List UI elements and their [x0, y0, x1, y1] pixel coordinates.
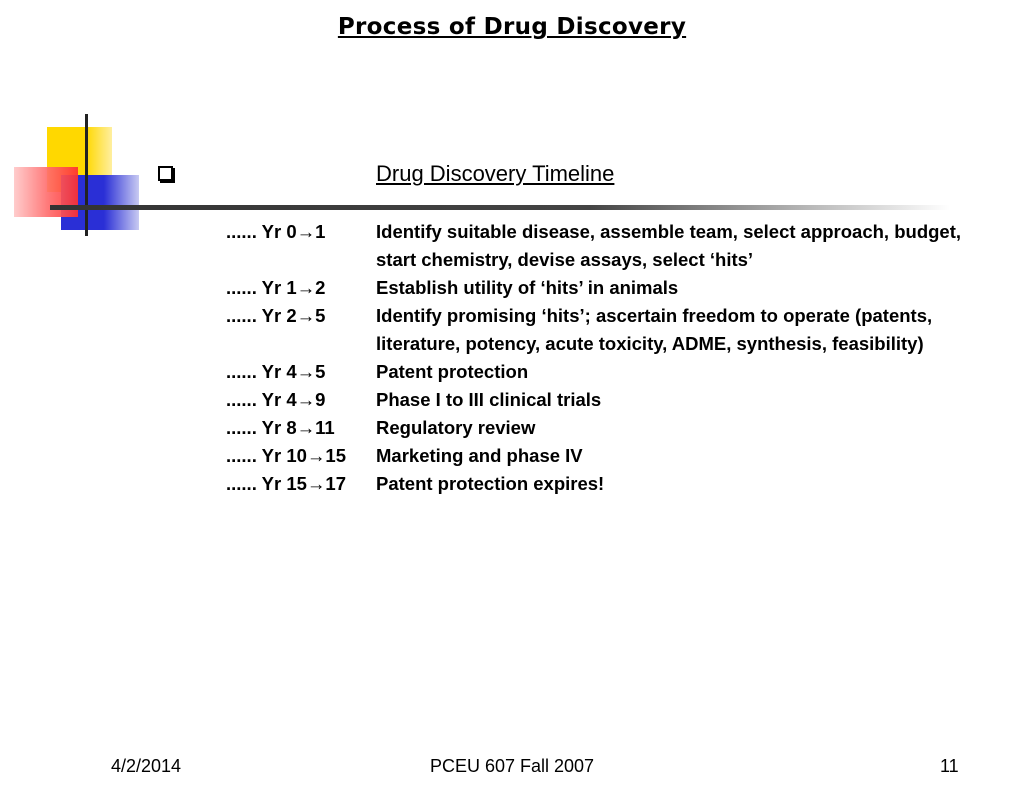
timeline-year: ...... Yr 4→5 — [226, 361, 326, 382]
timeline-row — [226, 414, 986, 442]
decorative-blocks — [0, 0, 160, 250]
timeline-description: Phase I to III clinical trials — [376, 389, 602, 410]
timeline-row — [226, 302, 986, 358]
section-heading: Drug Discovery Timeline — [376, 161, 615, 186]
vertical-divider — [85, 114, 88, 236]
timeline-year: ...... Yr 8→11 — [226, 417, 335, 438]
footer-page-number: 11 — [940, 756, 959, 776]
timeline-row — [226, 442, 986, 470]
checkbox-bullet-icon — [158, 166, 173, 181]
timeline-year: ...... Yr 4→9 — [226, 389, 326, 410]
timeline-year: ...... Yr 15→17 — [226, 473, 346, 494]
timeline-row — [226, 274, 986, 302]
timeline-year: ...... Yr 1→2 — [226, 277, 326, 298]
timeline-description: Identify suitable disease, assemble team, select approach, budget, start chemistry, devise assays, select ‘hits’ — [376, 221, 962, 270]
timeline-row — [226, 358, 986, 386]
timeline-list — [226, 218, 986, 498]
timeline-year: ...... Yr 0→1 — [226, 221, 326, 242]
timeline-year: ...... Yr 10→15 — [226, 445, 346, 466]
timeline-description: Patent protection — [376, 361, 529, 382]
slide-title: Process of Drug Discovery — [337, 14, 687, 40]
horizontal-divider — [50, 205, 950, 210]
timeline-row — [226, 470, 986, 498]
timeline-description: Regulatory review — [376, 417, 536, 438]
footer-date: 4/2/2014 — [111, 756, 182, 776]
timeline-year: ...... Yr 2→5 — [226, 305, 326, 326]
timeline-description: Establish utility of ‘hits’ in animals — [376, 277, 679, 298]
timeline-description: Marketing and phase IV — [376, 445, 583, 466]
timeline-row — [226, 386, 986, 414]
footer-course: PCEU 607 Fall 2007 — [429, 756, 595, 776]
timeline-description: Patent protection expires! — [376, 473, 605, 494]
timeline-description: Identify promising ‘hits’; ascertain freedom to operate (patents, literature, potency, acute toxicity, ADME, synthesis, feasibility) — [376, 305, 933, 354]
timeline-row — [226, 218, 986, 274]
